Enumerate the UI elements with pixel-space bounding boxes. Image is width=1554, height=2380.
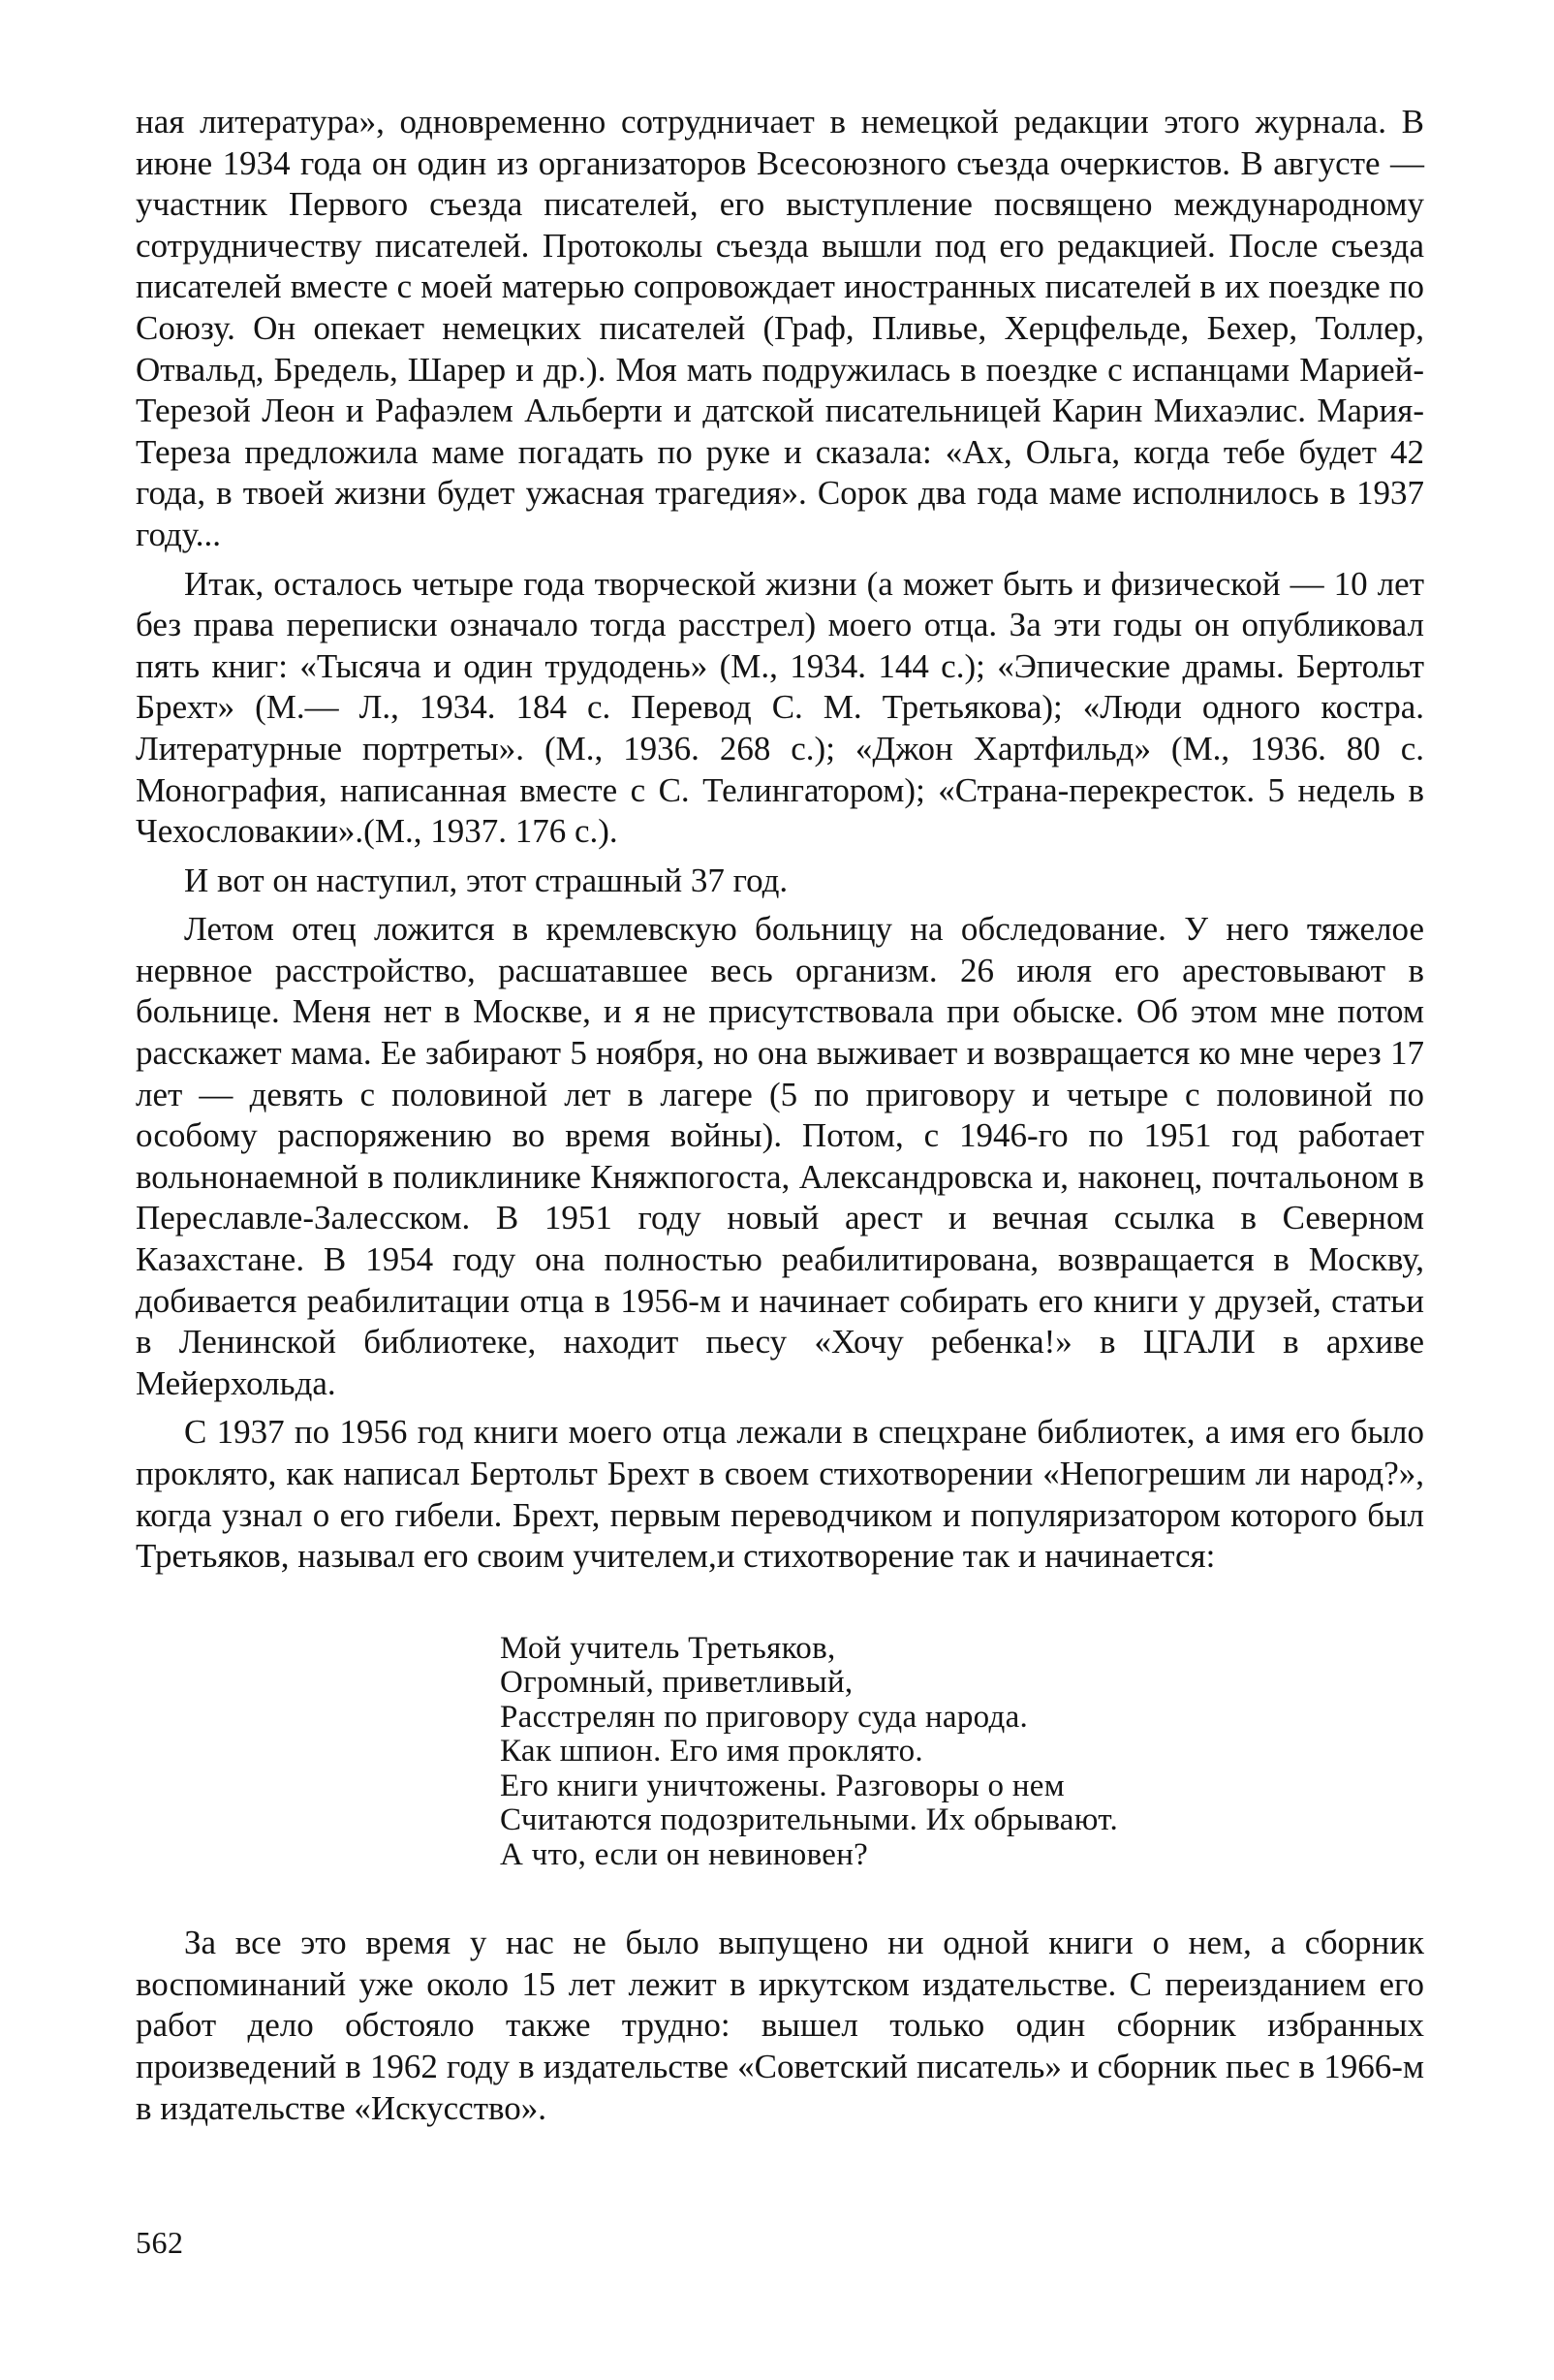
poem-line: А что, если он невиновен? [500,1836,869,1872]
poem-line: Считаются подозрительными. Их обрывают. [500,1802,1119,1838]
page-body [136,102,1424,2129]
paragraph-1: ная литература», одновременно сотрудничает в немецкой редакции этого журнала. В июне 1934 года он один из организаторов Всесоюзного съезда очеркистов. В августе — участник Первого съезда писателей, его выступление посвящено международному сотрудничеству писателей. Протоколы съезда вышли под его редакцией. После съезда писателей вместе с моей матерью сопровождает иностранных писателей в их поездке по Союзу. Он опекает немецких писателей (Граф, Пливье, Херцфельде, Бехер, Толлер, Отвальд, Бредель, Шарер и др.). Моя мать подружилась в поездке с испанцами Марией-Терезой Леон и Рафаэлем Альберти и датской писательницей Карин Михаэлис. Мария-Тереза предложила маме погадать по руке и сказала: «Ах, Ольга, когда тебе будет 42 года, в твоей жизни будет ужасная трагедия». Сорок два года маме исполнилось в 1937 году... [136,103,1424,553]
poem-line: Его книги уничтожены. Разговоры о нем [500,1768,1065,1803]
closing-paragraph: За все это время у нас не было выпущено ни одной книги о нем, а сборник воспоминаний уже около 15 лет лежит в иркутском издательстве. С переизданием его работ дело обстояло также трудно: вышел только один сборник избранных произведений в 1962 году в издательстве «Советский писатель» и сборник пьес в 1966-м в издательстве «Искусство». [136,1924,1424,2127]
poem-line: Как шпион. Его имя проклято. [500,1734,923,1769]
page-number: 562 [136,2225,184,2260]
poem-line: Расстрелян по приговору суда народа. [500,1699,1029,1735]
paragraph-3: И вот он наступил, этот страшный 37 год. [184,861,789,899]
poem-line: Мой учитель Третьяков, [500,1630,836,1666]
paragraph-2: Итак, осталось четыре года творческой жизни (а может быть и физической — 10 лет без права переписки означало тогда расстрел) моего отца. За эти годы он опубликовал пять книг: «Тысяча и один трудодень» (М., 1934. 144 с.); «Эпические драмы. Бертольт Брехт» (М.— Л., 1934. 184 с. Перевод С. М. Третьякова); «Люди одного костра. Литературные портреты». (М., 1936. 268 с.); «Джон Хартфильд» (М., 1936. 80 с. Монография, написанная вместе с С. Телингатором); «Страна-перекресток. 5 недель в Чехословакии».(М., 1937. 176 с.). [136,564,1424,851]
paragraph-4: Летом отец ложится в кремлевскую больницу на обследование. У него тяжелое нервное расстройство, расшатавшее весь организм. 26 июля его арестовывают в больнице. Меня нет в Москве, и я не присутствовала при обыске. Об этом мне потом расскажет мама. Ее забирают 5 ноября, но она выживает и возвращается ко мне через 17 лет — девять с половиной лет в лагере (5 по приговору и четыре с половиной по особому распоряжению во время войны). Потом, с 1946-го по 1951 год работает вольнонаемной в поликлинике Княжпогоста, Александровска и, наконец, почтальоном в Переславле-Залесском. В 1951 году новый арест и вечная ссылка в Северном Казахстане. В 1954 году она полностью реабилитирована, возвращается в Москву, добивается реабилитации отца в 1956-м и начинает собирать его книги у друзей, статьи в Ленинской библиотеке, находит пьесу «Хочу ребенка!» в ЦГАЛИ в архиве Мейерхольда. [136,910,1424,1402]
poem-block [500,1632,1424,1873]
poem-line: Огромный, приветливый, [500,1665,854,1701]
paragraph-5: С 1937 по 1956 год книги моего отца лежали в спецхране библиотек, а имя его было проклято, как написал Бертольт Брехт в своем стихотворении «Непогрешим ли народ?», когда узнал о его гибели. Брехт, первым переводчиком и популяризатором которого был Третьяков, называл его своим учителем,и стихотворение так и начинается: [136,1413,1424,1576]
